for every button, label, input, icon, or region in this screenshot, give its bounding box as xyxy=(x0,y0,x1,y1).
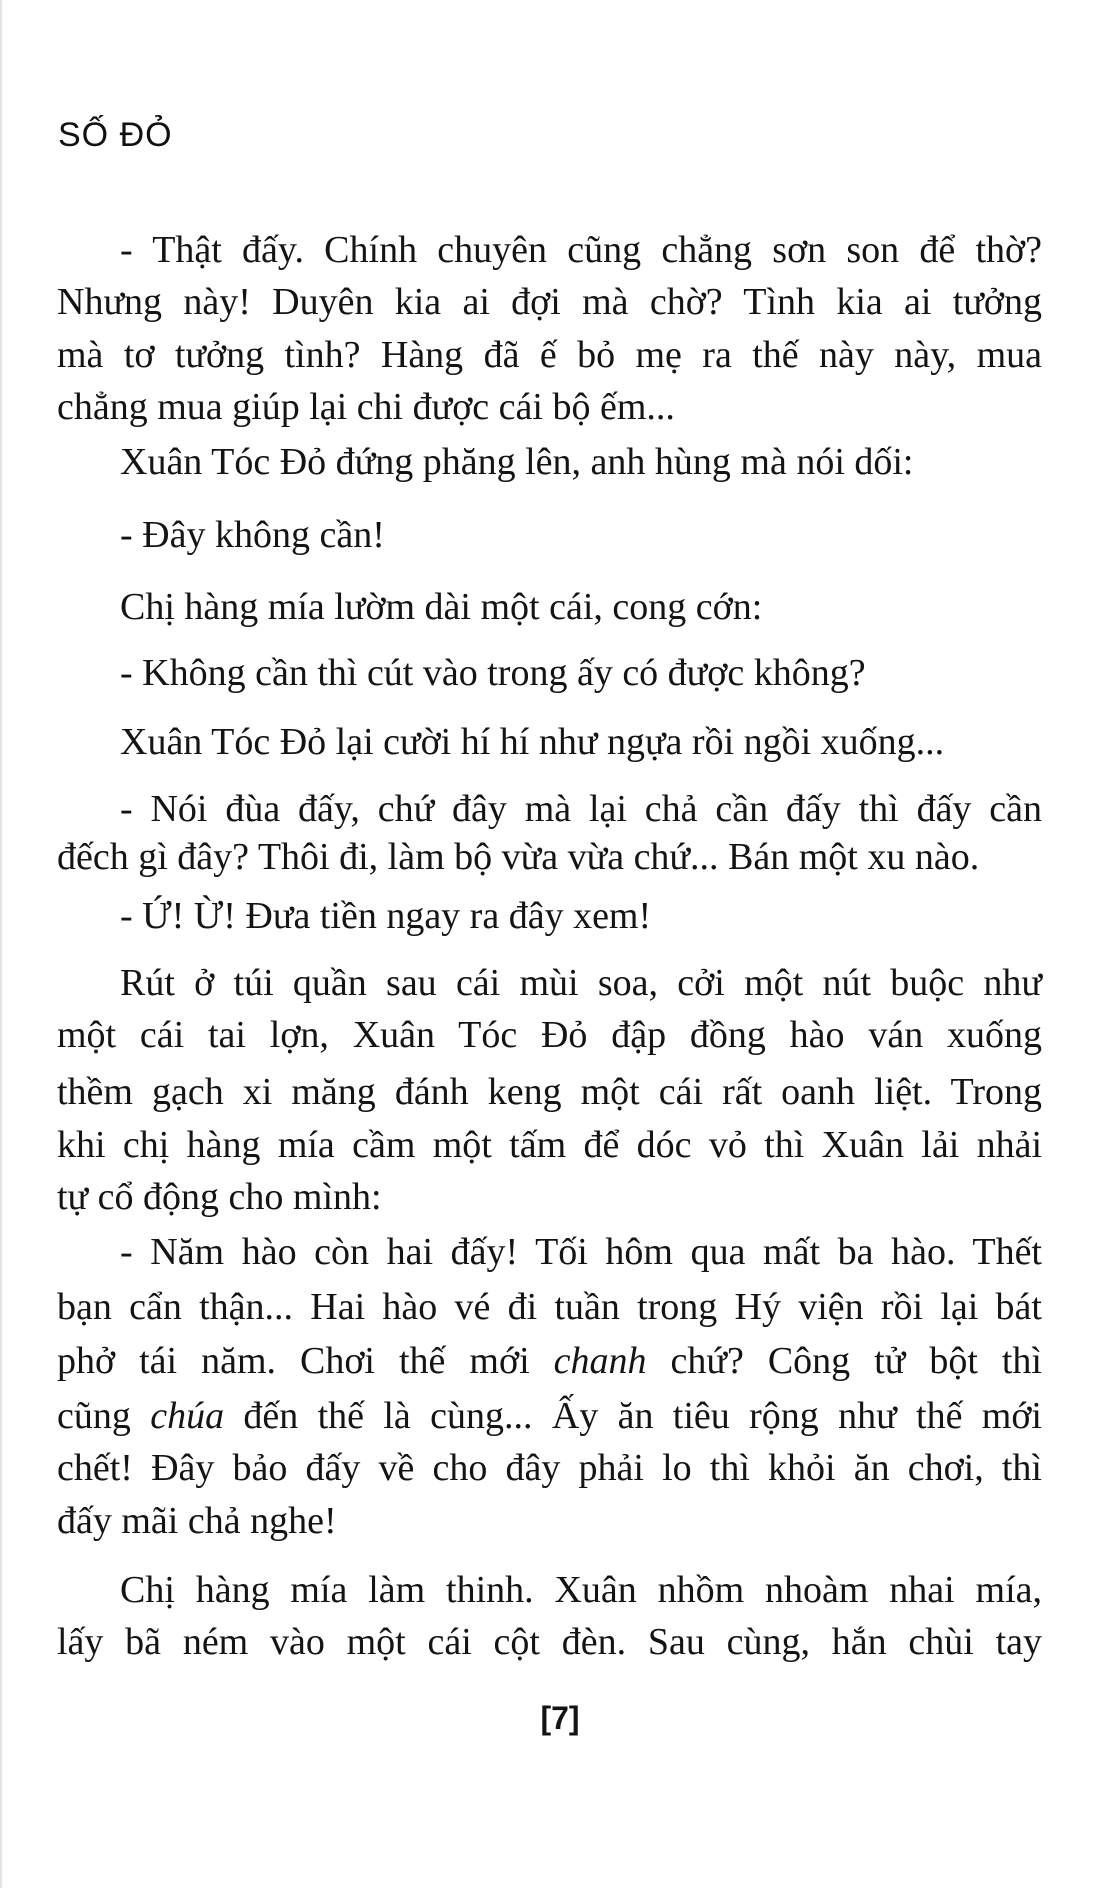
text-segment: đếch gì đây? Thôi đi, làm bộ vừa vừa chứ... Bán một xu nào. xyxy=(57,836,980,878)
text-segment: Xuân Tóc Đỏ lại cười hí hí như ngựa rồi ngồi xuống... xyxy=(120,721,945,763)
text-line xyxy=(120,1227,1042,1277)
text-segment: đến thế là cùng... Ấy ăn tiêu rộng như thế mới xyxy=(224,1395,1042,1437)
text-segment: - Đây không cần! xyxy=(120,514,385,556)
text-segment: Chị hàng mía lườm dài một cái, cong cớn: xyxy=(120,586,763,628)
text-line xyxy=(57,330,1042,380)
text-line xyxy=(120,582,1042,632)
text-segment: Rút ở túi quần sau cái mùi soa, cởi một nút buộc như xyxy=(120,962,1042,1004)
page-number: [7] xyxy=(540,1700,580,1736)
text-segment: bạn cẩn thận... Hai hào vé đi tuần trong Hý viện rồi lại bát xyxy=(57,1286,1042,1328)
text-line xyxy=(57,1443,1042,1493)
text-line xyxy=(57,277,1042,327)
text-segment: Xuân Tóc Đỏ đứng phăng lên, anh hùng mà nói dối: xyxy=(120,441,914,483)
text-segment: một cái tai lợn, Xuân Tóc Đỏ đập đồng hào ván xuống xyxy=(57,1014,1042,1056)
text-segment: - Không cần thì cút vào trong ấy có được không? xyxy=(120,652,866,694)
text-line xyxy=(57,1172,1042,1222)
text-line xyxy=(57,1617,1042,1667)
chapter-title: SỐ ĐỎ xyxy=(58,116,173,154)
text-segment: cũng xyxy=(57,1395,151,1437)
text-line xyxy=(120,1565,1042,1615)
text-line xyxy=(57,1010,1042,1060)
text-segment: mà tơ tưởng tình? Hàng đã ế bỏ mẹ ra thế này này, mua xyxy=(57,334,1042,376)
text-line xyxy=(57,1067,1042,1117)
text-line xyxy=(120,648,1042,698)
text-line xyxy=(57,1282,1042,1332)
text-segment: - Thật đấy. Chính chuyên cũng chẳng sơn son để thờ? xyxy=(120,229,1042,271)
text-line xyxy=(120,891,1042,941)
text-line xyxy=(57,832,1042,882)
text-segment: khi chị hàng mía cầm một tấm để dóc vỏ thì Xuân lải nhải xyxy=(57,1124,1042,1166)
text-line xyxy=(120,437,1042,487)
text-line xyxy=(120,784,1042,834)
text-segment: - Năm hào còn hai đấy! Tối hôm qua mất ba hào. Thết xyxy=(120,1231,1042,1273)
text-segment: Chị hàng mía làm thinh. Xuân nhồm nhoàm nhai mía, xyxy=(120,1569,1042,1611)
text-segment: thềm gạch xi măng đánh keng một cái rất oanh liệt. Trong xyxy=(57,1071,1042,1113)
text-line xyxy=(120,717,1042,767)
text-segment: chẳng mua giúp lại chi được cái bộ ếm... xyxy=(57,386,675,428)
text-segment: phở tái năm. Chơi thế mới xyxy=(57,1340,554,1382)
text-line xyxy=(120,510,1042,560)
text-line xyxy=(120,225,1042,275)
text-line xyxy=(57,1336,1042,1386)
text-segment: đấy mãi chả nghe! xyxy=(57,1500,337,1542)
text-line xyxy=(120,958,1042,1008)
text-line xyxy=(57,1120,1042,1170)
text-segment: Nhưng này! Duyên kia ai đợi mà chờ? Tình kia ai tưởng xyxy=(57,281,1042,323)
text-line xyxy=(57,1391,1042,1441)
text-segment: - Nói đùa đấy, chứ đây mà lại chả cần đấy thì đấy cần xyxy=(120,788,1042,830)
text-line xyxy=(57,382,1042,432)
text-line xyxy=(57,1496,1042,1546)
text-segment: lấy bã ném vào một cái cột đèn. Sau cùng, hắn chùi tay xyxy=(57,1621,1042,1663)
italic-word: chanh xyxy=(553,1340,647,1382)
italic-word: chúa xyxy=(150,1395,225,1437)
page-edge xyxy=(0,0,3,1888)
text-segment: chết! Đây bảo đấy về cho đây phải lo thì khỏi ăn chơi, thì xyxy=(57,1447,1042,1489)
text-segment: chứ? Công tử bột thì xyxy=(646,1340,1042,1382)
text-segment: tự cổ động cho mình: xyxy=(57,1176,382,1218)
text-segment: - Ứ! Ừ! Đưa tiền ngay ra đây xem! xyxy=(120,895,652,937)
